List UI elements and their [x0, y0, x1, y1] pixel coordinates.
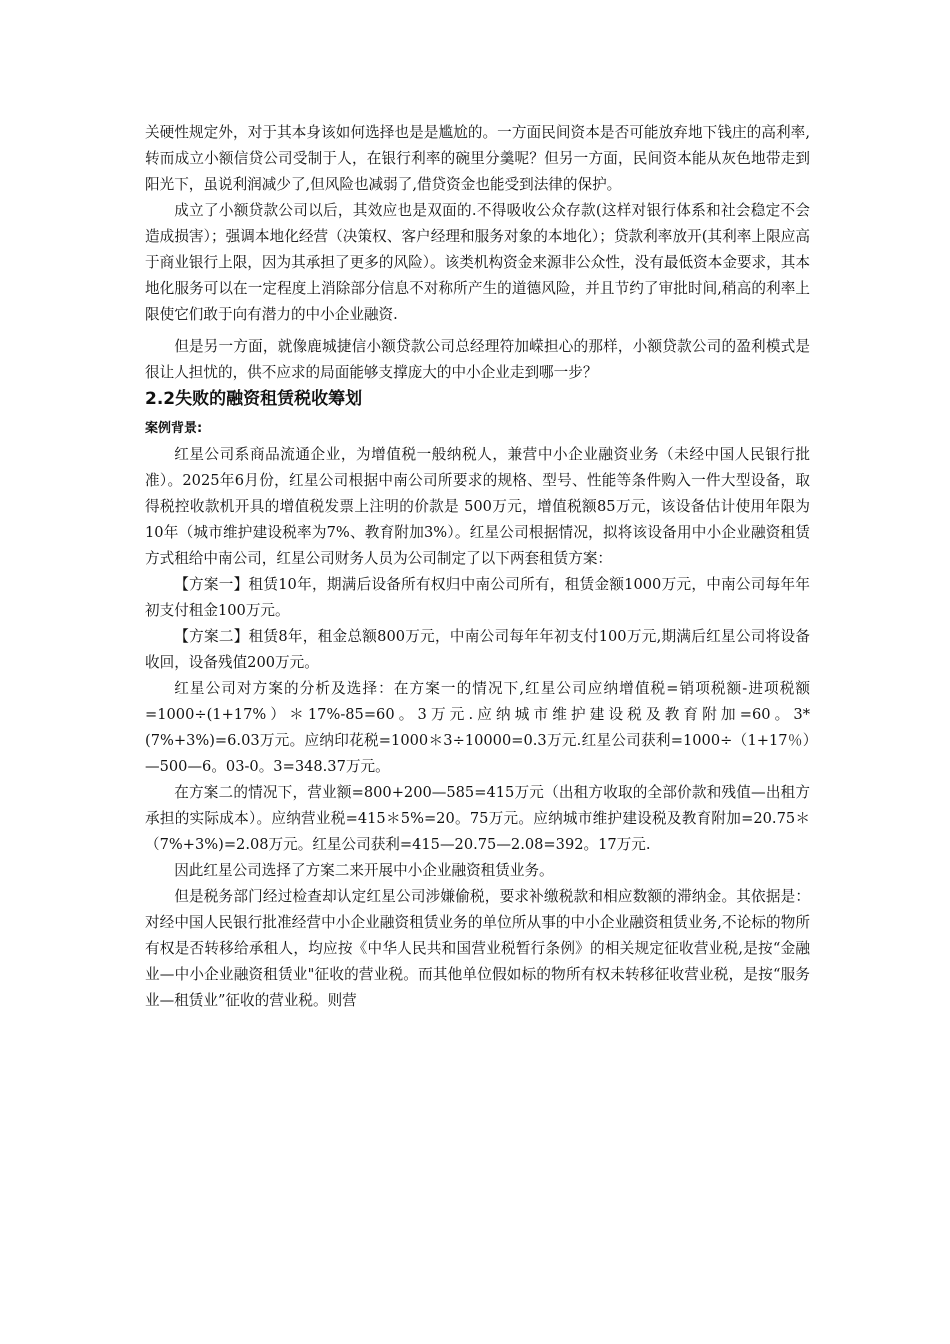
paragraph-analysis-plan-two: 在方案二的情况下，营业额=800+200—585=415万元（出租方收取的全部价款和残值—出租方承担的实际成本）。应纳营业税=415＊5%=20。75万元。应纳城市维护建设税及教育附加=20.75＊（7%+3%)=2.08万元。红星公司获利=415—20.75—2.08=392。17万元.	[145, 784, 810, 853]
paragraph-case-intro: 红星公司系商品流通企业，为增值税一般纳税人，兼营中小企业融资业务（未经中国人民银行批准）。2025年6月份，红星公司根据中南公司所要求的规格、型号、性能等条件购入一件大型设备，取得税控收款机开具的增值税发票上注明的价款是 500万元，增值税额85万元，该设备估计使用年限为10年（城市维护建设税率为7%、教育附加3%）。红星公司根据情况，拟将该设备用中小企业融资租赁方式租给中南公司，红星公司财务人员为公司制定了以下两套租赁方案：	[145, 446, 810, 567]
section-heading: 2.2失败的融资租赁税收筹划	[145, 389, 363, 409]
paragraph-analysis-plan-one: 红星公司对方案的分析及选择：在方案一的情况下,红星公司应纳增值税=销项税额-进项税额=1000÷(1+17%）＊17%-85=60。3万元.应纳城市维护建设税及教育附加=60。3*(7%+3%)=6.03万元。应纳印花税=1000＊3÷10000=0.3万元.红星公司获利=1000÷（1+17％）—500—6。03-0。3=348.37万元。	[145, 680, 810, 775]
paragraph-top-1: 关硬性规定外，对于其本身该如何选择也是是尴尬的。一方面民间资本是否可能放弃地下钱庄的高利率,转而成立小额信贷公司受制于人，在银行利率的碗里分羹呢？但另一方面，民间资本能从灰色地带走到阳光下，虽说利润减少了,但风险也减弱了,借贷资金也能受到法律的保护。	[145, 124, 810, 193]
paragraph-choice: 因此红星公司选择了方案二来开展中小企业融资租赁业务。	[174, 862, 554, 879]
paragraph-plan-two: 【方案二】租赁8年，租金总额800万元，中南公司每年年初支付100万元,期满后红星公司将设备收回，设备残值200万元。	[145, 628, 810, 671]
document-page	[145, 120, 810, 1014]
paragraph-top-2: 成立了小额贷款公司以后，其效应也是双面的.不得吸收公众存款(这样对银行体系和社会稳定不会造成损害）；强调本地化经营（决策权、客户经理和服务对象的本地化）；贷款利率放开(其利率上限应高于商业银行上限，因为其承担了更多的风险）。该类机构资金来源非公众性，没有最低资本金要求，其本地化服务可以在一定程度上消除部分信息不对称所产生的道德风险，并且节约了审批时间,稍高的利率上限使它们敢于向有潜力的中小企业融资.	[145, 202, 810, 323]
paragraph-tax-ruling: 但是税务部门经过检查却认定红星公司涉嫌偷税，要求补缴税款和相应数额的滞纳金。其依据是：对经中国人民银行批准经营中小企业融资租赁业务的单位所从事的中小企业融资租赁业务,不论标的物所有权是否转移给承租人，均应按《中华人民共和国营业税暂行条例》的相关规定征收营业税,是按“金融业—中小企业融资租赁业"征收的营业税。而其他单位假如标的物所有权未转移征收营业税，是按“服务业—租赁业”征收的营业税。则营	[145, 888, 810, 1009]
paragraph-top-3: 但是另一方面，就像鹿城捷信小额贷款公司总经理符加嵘担心的那样，小额贷款公司的盈利模式是很让人担忧的，供不应求的局面能够支撑庞大的中小企业走到哪一步？	[145, 338, 810, 381]
case-background-label: 案例背景:	[145, 421, 203, 436]
paragraph-plan-one: 【方案一】租赁10年，期满后设备所有权归中南公司所有，租赁金额1000万元，中南公司每年年初支付租金100万元。	[145, 576, 810, 619]
